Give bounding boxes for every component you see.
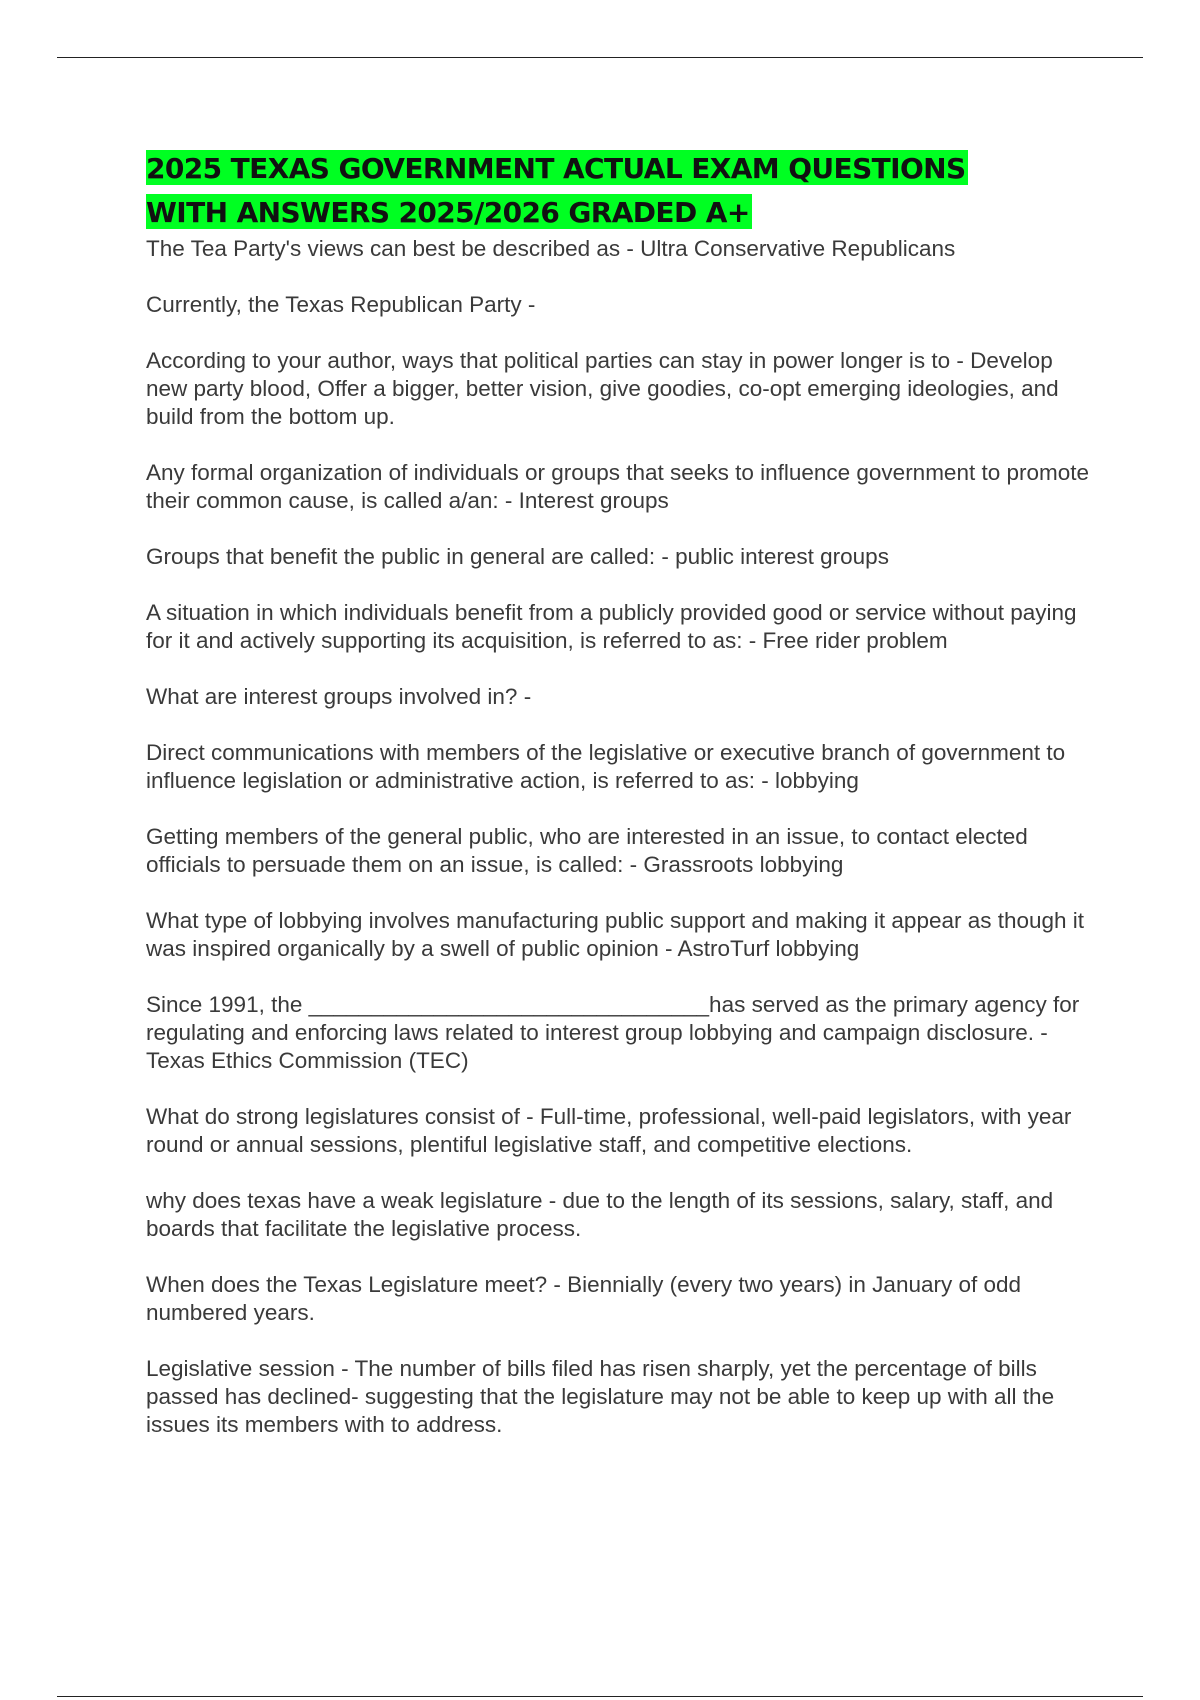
qa-entry: why does texas have a weak legislature - due to the length of its sessions, salary, staff, and boards that facilitate the legislative process. xyxy=(146,1188,1054,1241)
qa-entry: Legislative session - The number of bills filed has risen sharply, yet the percentage of bills passed has declined- suggesting that the legislature may not be able to keep up with all the issues its members with to address. xyxy=(146,1356,1055,1437)
qa-entry: Currently, the Texas Republican Party - xyxy=(146,292,536,317)
qa-entry: A situation in which individuals benefit from a publicly provided good or service without paying for it and actively supporting its acquisition, is referred to as: - Free rider problem xyxy=(146,600,1077,653)
qa-entry: Groups that benefit the public in general are called: - public interest groups xyxy=(146,544,889,569)
document-title xyxy=(146,147,1096,235)
top-rule xyxy=(57,57,1143,58)
qa-entry: Since 1991, the ________________________________has served as the primary agency for regulating and enforcing laws related to interest group lobbying and campaign disclosure. - Texas Ethics Commission (TEC) xyxy=(146,992,1080,1073)
document-title-line-1: 2025 TEXAS GOVERNMENT ACTUAL EXAM QUESTIONS xyxy=(146,152,966,185)
document-body xyxy=(146,147,1096,1467)
qa-entry: Getting members of the general public, who are interested in an issue, to contact elected officials to persuade them on an issue, is called: - Grassroots lobbying xyxy=(146,824,1028,877)
qa-entry: What type of lobbying involves manufacturing public support and making it appear as though it was inspired organically by a swell of public opinion - AstroTurf lobbying xyxy=(146,908,1085,961)
bottom-rule xyxy=(57,1696,1143,1697)
qa-entry: What are interest groups involved in? - xyxy=(146,684,532,709)
qa-entry: What do strong legislatures consist of - Full-time, professional, well-paid legislators, with year round or annual sessions, plentiful legislative staff, and competitive elections. xyxy=(146,1104,1072,1157)
qa-entry: According to your author, ways that political parties can stay in power longer is to - Develop new party blood, Offer a bigger, better vision, give goodies, co-opt emerging ideologies, and build from the bottom up. xyxy=(146,348,1059,429)
qa-entry: When does the Texas Legislature meet? - Biennially (every two years) in January of odd numbered years. xyxy=(146,1272,1022,1325)
document-title-line-2: WITH ANSWERS 2025/2026 GRADED A+ xyxy=(146,196,750,229)
qa-entry: Direct communications with members of the legislative or executive branch of government to influence legislation or administrative action, is referred to as: - lobbying xyxy=(146,740,1066,793)
qa-entry: Any formal organization of individuals or groups that seeks to influence government to promote their common cause, is called a/an: - Interest groups xyxy=(146,460,1090,513)
qa-entry: The Tea Party's views can best be described as - Ultra Conservative Republicans xyxy=(146,236,956,261)
